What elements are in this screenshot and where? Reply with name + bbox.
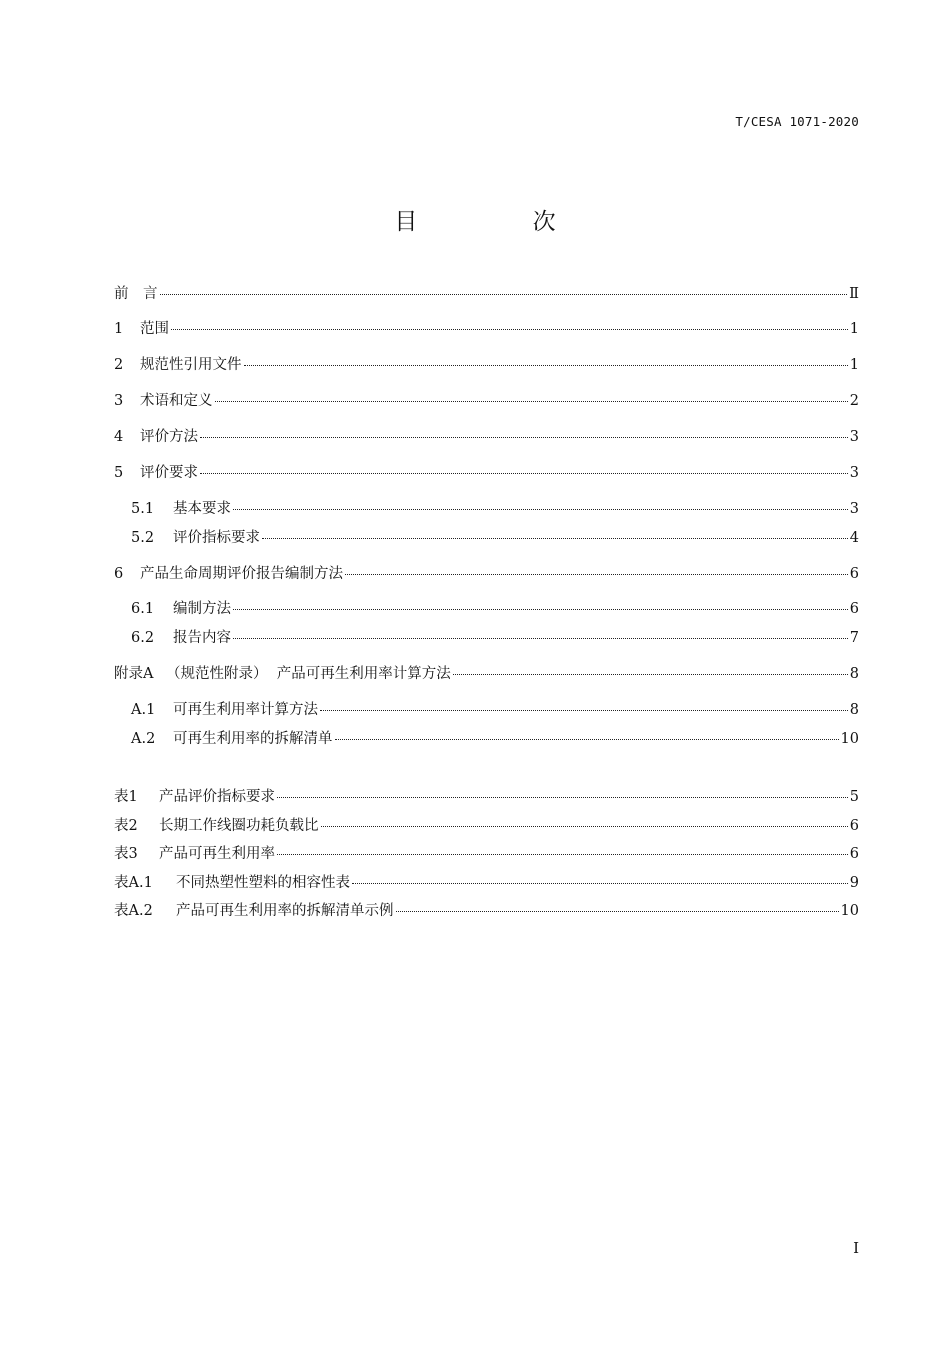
toc-entry-page: 3 bbox=[849, 429, 859, 445]
table-list-page: 10 bbox=[840, 903, 859, 919]
toc-entry-page: 6 bbox=[849, 566, 859, 582]
table-list-number: 表1 bbox=[114, 789, 138, 805]
table-list-title: 产品可再生利用率的拆解清单示例 bbox=[176, 903, 394, 919]
table-list-number: 表2 bbox=[114, 818, 138, 834]
dot-leader bbox=[345, 573, 848, 575]
toc-entry-page: 6 bbox=[849, 601, 859, 617]
dot-leader bbox=[396, 910, 839, 912]
dot-leader bbox=[233, 608, 848, 610]
table-list-number: 表A.1 bbox=[114, 875, 153, 891]
page-title: 目 次 bbox=[394, 209, 610, 235]
toc-entry-title: （规范性附录） 产品可再生利用率计算方法 bbox=[166, 666, 451, 682]
toc-entry-5[interactable] bbox=[114, 464, 859, 482]
toc-entry-foreword[interactable] bbox=[114, 285, 859, 303]
toc-entry-5-1[interactable] bbox=[131, 500, 859, 518]
dot-leader bbox=[277, 853, 848, 855]
table-list-title: 不同热塑性塑料的相容性表 bbox=[176, 875, 350, 891]
toc-entry-title: 可再生利用率计算方法 bbox=[173, 702, 318, 718]
toc-entry-number: 5 bbox=[114, 465, 124, 481]
table-list-title: 长期工作线圈功耗负载比 bbox=[159, 818, 319, 834]
toc-entry-page: 4 bbox=[849, 530, 859, 546]
toc-entry-title: 术语和定义 bbox=[140, 393, 213, 409]
toc-entry-number: 3 bbox=[114, 393, 124, 409]
table-list-number: 表3 bbox=[114, 846, 138, 862]
table-list-entry-1[interactable] bbox=[114, 788, 859, 806]
table-list-entry-a-2[interactable] bbox=[114, 902, 859, 920]
table-list-page: 6 bbox=[849, 846, 859, 862]
toc-entry-title: 编制方法 bbox=[173, 601, 231, 617]
toc-entry-page: 3 bbox=[849, 465, 859, 481]
table-list-title: 产品评价指标要求 bbox=[159, 789, 275, 805]
toc-entry-number: 5.2 bbox=[131, 530, 155, 546]
toc-entry-a-1[interactable] bbox=[131, 701, 859, 719]
toc-entry-title: 报告内容 bbox=[173, 630, 231, 646]
toc-entry-title: 评价指标要求 bbox=[173, 530, 260, 546]
toc-entry-page: 3 bbox=[849, 501, 859, 517]
table-list-page: 6 bbox=[849, 818, 859, 834]
toc-entry-number: 6 bbox=[114, 566, 124, 582]
toc-entry-page: 8 bbox=[849, 666, 859, 682]
toc-entry-3[interactable] bbox=[114, 392, 859, 410]
dot-leader bbox=[171, 328, 848, 330]
toc-entry-number: 5.1 bbox=[131, 501, 155, 517]
dot-leader bbox=[200, 436, 848, 438]
table-list-title: 产品可再生利用率 bbox=[159, 846, 275, 862]
dot-leader bbox=[320, 709, 848, 711]
toc-entry-title: 范围 bbox=[140, 321, 169, 337]
toc-entry-1[interactable] bbox=[114, 320, 859, 338]
toc-entry-page: 8 bbox=[849, 702, 859, 718]
dot-leader bbox=[233, 637, 848, 639]
toc-entry-title: 评价方法 bbox=[140, 429, 198, 445]
toc-entry-page: 7 bbox=[849, 630, 859, 646]
toc-entry-number: 2 bbox=[114, 357, 124, 373]
toc-entry-title: 产品生命周期评价报告编制方法 bbox=[140, 566, 343, 582]
page-number: I bbox=[853, 1239, 859, 1257]
dot-leader bbox=[352, 882, 848, 884]
table-list-number: 表A.2 bbox=[114, 903, 153, 919]
toc-entry-5-2[interactable] bbox=[131, 529, 859, 547]
toc-entry-a-2[interactable] bbox=[131, 730, 859, 748]
toc-entry-title: 规范性引用文件 bbox=[140, 357, 242, 373]
toc-entry-6-1[interactable] bbox=[131, 600, 859, 618]
dot-leader bbox=[215, 400, 848, 402]
dot-leader bbox=[233, 508, 848, 510]
toc-entry-number: A.1 bbox=[131, 702, 156, 718]
dot-leader bbox=[277, 796, 848, 798]
dot-leader bbox=[244, 364, 848, 366]
dot-leader bbox=[262, 537, 848, 539]
dot-leader bbox=[453, 673, 848, 675]
toc-entry-number: 前 言 bbox=[114, 286, 158, 302]
table-list-page: 5 bbox=[849, 789, 859, 805]
dot-leader bbox=[335, 738, 839, 740]
dot-leader bbox=[321, 825, 848, 827]
toc-entry-page: 1 bbox=[849, 357, 859, 373]
toc-entry-page: Ⅱ bbox=[849, 286, 859, 302]
toc-entry-number: 6.2 bbox=[131, 630, 155, 646]
table-list-entry-a-1[interactable] bbox=[114, 874, 859, 892]
toc-entry-number: 4 bbox=[114, 429, 124, 445]
table-list-page: 9 bbox=[849, 875, 859, 891]
dot-leader bbox=[200, 472, 848, 474]
toc-entry-page: 10 bbox=[840, 731, 859, 747]
table-list-entry-2[interactable] bbox=[114, 817, 859, 835]
toc-entry-page: 2 bbox=[849, 393, 859, 409]
toc-entry-number: A.2 bbox=[131, 731, 156, 747]
dot-leader bbox=[160, 293, 848, 295]
toc-entry-page: 1 bbox=[849, 321, 859, 337]
toc-entry-appendix-a[interactable] bbox=[114, 665, 859, 683]
document-code: T/CESA 1071-2020 bbox=[735, 114, 859, 129]
toc-entry-4[interactable] bbox=[114, 428, 859, 446]
toc-entry-number: 1 bbox=[114, 321, 124, 337]
table-list-entry-3[interactable] bbox=[114, 845, 859, 863]
toc-entry-title: 评价要求 bbox=[140, 465, 198, 481]
toc-entry-title: 基本要求 bbox=[173, 501, 231, 517]
toc-entry-title: 可再生利用率的拆解清单 bbox=[173, 731, 333, 747]
toc-entry-2[interactable] bbox=[114, 356, 859, 374]
toc-entry-6-2[interactable] bbox=[131, 629, 859, 647]
toc-entry-number: 6.1 bbox=[131, 601, 155, 617]
toc-entry-number: 附录A bbox=[114, 666, 154, 682]
toc-entry-6[interactable] bbox=[114, 565, 859, 583]
